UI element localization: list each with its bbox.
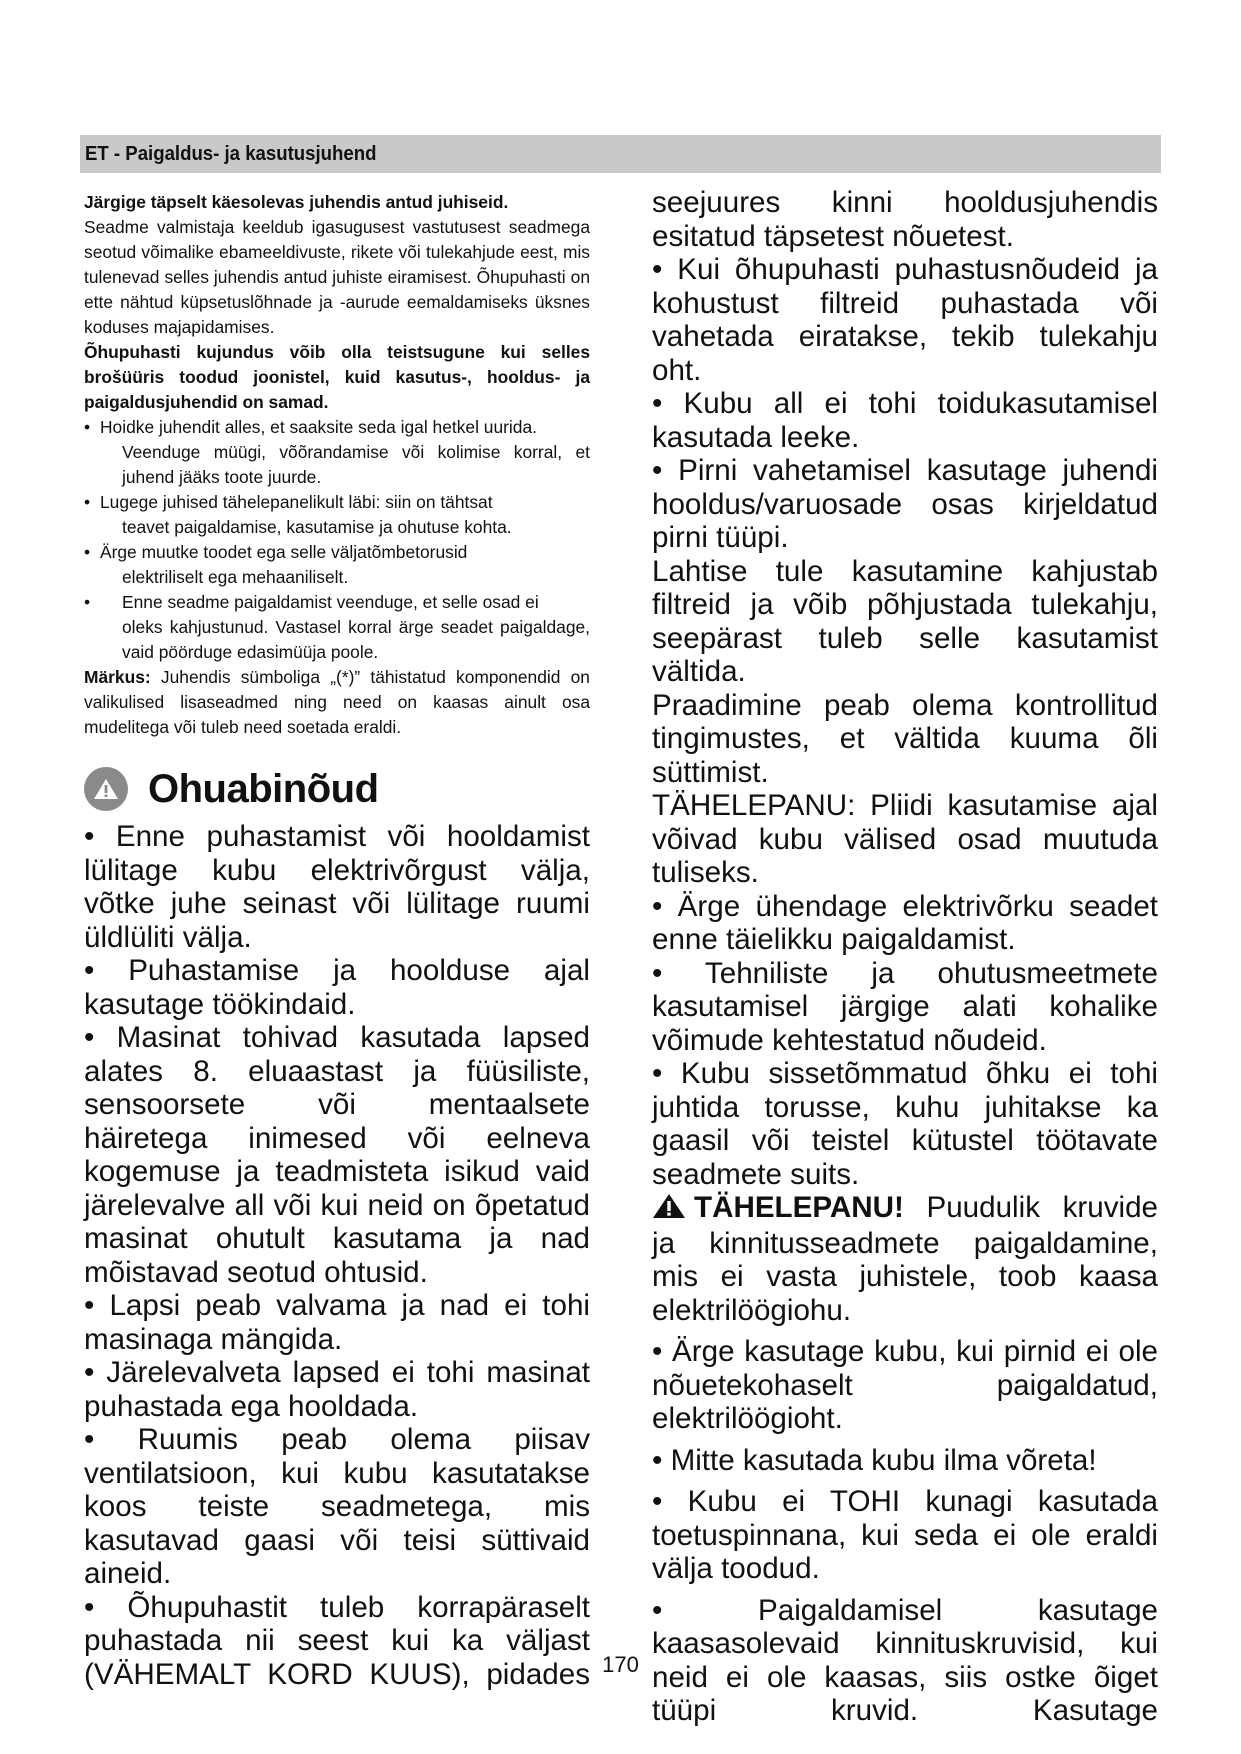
intro-bullet: • Enne seadme paigaldamist veenduge, et selle osad ei oleks kahjustunud. Vastasel korral ärge seadet paigaldage, vaid pöörduge edasimüüja poole.: [84, 590, 590, 665]
precaution-item: TÄHELEPANU: Pliidi kasutamise ajal võivad kubu välised osad muutuda tuliseks.: [652, 789, 1158, 889]
precaution-item: • Pirni vahetamisel kasutage juhendi hooldus/varuosade osas kirjeldatud pirni tüüpi.: [652, 454, 1158, 554]
warning-triangle-icon: [652, 1193, 686, 1227]
precaution-item: • Ärge kasutage kubu, kui pirnid ei ole nõuetekohaselt paigaldatud, elektrilöögioht.: [652, 1335, 1158, 1435]
note-text: Juhendis sümboliga „(*)” tähistatud komponendid on valikulised lisaseadmed ning need on kaasas ainult osa mudelitega või tuleb need soetada eraldi.: [84, 667, 590, 737]
precaution-item: • Tehniliste ja ohutusmeetmete kasutamisel järgige alati kohalike võimude kehtestatud nõudeid.: [652, 956, 1158, 1057]
right-column: [652, 186, 1158, 1728]
precaution-item: • Puhastamise ja hoolduse ajal kasutage töökindaid.: [84, 954, 590, 1021]
precaution-item: • Järelevalveta lapsed ei tohi masinat puhastada ega hooldada.: [84, 1356, 590, 1423]
intro-bullet-first: Enne seadme paigaldamist veenduge, et selle osad ei: [122, 592, 539, 612]
precaution-item: seejuures kinni hooldusjuhendis esitatud täpsetest nõuetest.: [652, 186, 1158, 253]
left-column: [84, 190, 590, 1691]
precaution-item: • Kubu all ei tohi toidukasutamisel kasutada leeke.: [652, 387, 1158, 454]
intro-bold-2: Õhupuhasti kujundus võib olla teistsugune kui selles brošüüris toodud joonistel, kuid kasutus-, hooldus- ja paigaldusjuhendid on samad.: [84, 342, 590, 412]
header-bar: [80, 135, 1161, 173]
warning-text: Puudulik kruvide ja kinnitusseadmete paigaldamine, mis ei vasta juhistele, toob kaasa elektrilöögiohu.: [652, 1191, 1158, 1327]
intro-bullet-rest: oleks kahjustunud. Vastasel korral ärge seadet paigaldage, vaid pöörduge edasimüüja poole.: [122, 617, 590, 662]
intro-bullet-first: Hoidke juhendit alles, et saaksite seda igal hetkel uurida.: [100, 417, 537, 437]
precaution-item: • Ärge ühendage elektrivõrku seadet enne täielikku paigaldamist.: [652, 889, 1158, 956]
intro-bullet: • Lugege juhised tähelepanelikult läbi: siin on tähtsat teavet paigaldamise, kasutamise ja ohutuse kohta.: [84, 490, 590, 540]
precaution-item: • Kui õhupuhasti puhastusnõudeid ja kohustust filtreid puhastada või vahetada eiratakse, tekib tulekahju oht.: [652, 253, 1158, 387]
intro-bold-1: Järgige täpselt käesolevas juhendis antud juhiseid.: [84, 192, 509, 212]
precaution-item: • Ruumis peab olema piisav ventilatsioon, kui kubu kasutatakse koos teiste seadmetega, mis kasutavad gaasi või teisi süttivaid aineid.: [84, 1423, 590, 1590]
precaution-item: • Kubu ei TOHI kunagi kasutada toetuspinnana, kui seda ei ole eraldi välja toodud.: [652, 1485, 1158, 1585]
intro-bullet-rest: Veenduge müügi, võõrandamise või kolimise korral, et juhend jääks toote juurde.: [122, 442, 590, 487]
page-number: 170: [602, 1652, 639, 1677]
precaution-item: • Enne puhastamist või hooldamist lülitage kubu elektrivõrgust välja, võtke juhe seinast või lülitage ruumi üldlüliti välja.: [84, 820, 590, 954]
intro-text-1: Seadme valmistaja keeldub igasugusest vastutusest seadmega seotud võimalike ebameeldivuste, rikete või tulekahjude eest, mis tulenevad selles juhendis antud juhiste eiramisest. Õhupuhasti on ette nähtud küpsetuslõhnade ja -aurude eemaldamiseks üksnes koduses majapidamises.: [84, 217, 590, 337]
precaution-item: • Kubu sissetõmmatud õhku ei tohi juhtida torusse, kuhu juhitakse ka gaasil või teistel kütustel töötavate seadmete suits.: [652, 1057, 1158, 1191]
intro-bullet-rest: teavet paigaldamise, kasutamise ja ohutuse kohta.: [122, 517, 512, 537]
precaution-item: Praadimine peab olema kontrollitud tingimustes, et vältida kuuma õli süttimist.: [652, 688, 1158, 789]
section-heading: [84, 758, 590, 820]
warning-paragraph: [652, 1191, 1158, 1327]
intro-bullet: • Ärge muutke toodet ega selle väljatõmbetorusid elektriliselt ega mehaaniliselt.: [84, 540, 590, 590]
precaution-item: • Paigaldamisel kasutage kaasasolevaid kinnituskruvisid, kui neid ei ole kaasas, siis ostke õiget tüüpi kruvid. Kasutage: [652, 1593, 1158, 1727]
intro-bullet: • Hoidke juhendit alles, et saaksite seda igal hetkel uurida. Veenduge müügi, võõrandamise või kolimise korral, et juhend jääks toote juurde.: [84, 415, 590, 490]
precaution-item: • Mitte kasutada kubu ilma võreta!: [652, 1443, 1097, 1477]
intro-bullet-rest: elektriliselt ega mehaaniliselt.: [122, 567, 349, 587]
left-precautions: [84, 820, 590, 1691]
intro-bullet-first: Ärge muutke toodet ega selle väljatõmbetorusid: [100, 542, 468, 562]
note-label: Märkus:: [84, 667, 151, 687]
intro-note: [84, 665, 590, 740]
intro-block: [84, 190, 590, 740]
precaution-item: • Õhupuhastit tuleb korrapäraselt puhastada nii seest kui ka väljast (VÄHEMALT KORD KUUS), pidades: [84, 1590, 590, 1691]
warning-label: TÄHELEPANU!: [694, 1191, 904, 1224]
intro-bullet-first: Lugege juhised tähelepanelikult läbi: siin on tähtsat: [100, 492, 493, 512]
section-title: Ohuabinõud: [148, 766, 379, 811]
precaution-item: Lahtise tule kasutamine kahjustab filtreid ja võib põhjustada tulekahju, seepärast tuleb selle kasutamist vältida.: [652, 554, 1158, 688]
header-title: ET - Paigaldus- ja kasutusjuhend: [85, 143, 377, 165]
right-precautions: [652, 186, 1158, 1728]
warning-circle-icon: [84, 767, 128, 811]
precaution-item: • Masinat tohivad kasutada lapsed alates 8. eluaastast ja füüsiliste, sensoorsete või mentaalsete häiretega inimesed või eelneva kogemuse ja teadmisteta isikud vaid järelevalve all või kui neid on õpetatud masinat ohutult kasutama ja nad mõistavad seotud ohtusid.: [84, 1021, 590, 1289]
precaution-item: • Lapsi peab valvama ja nad ei tohi masinaga mängida.: [84, 1289, 590, 1356]
